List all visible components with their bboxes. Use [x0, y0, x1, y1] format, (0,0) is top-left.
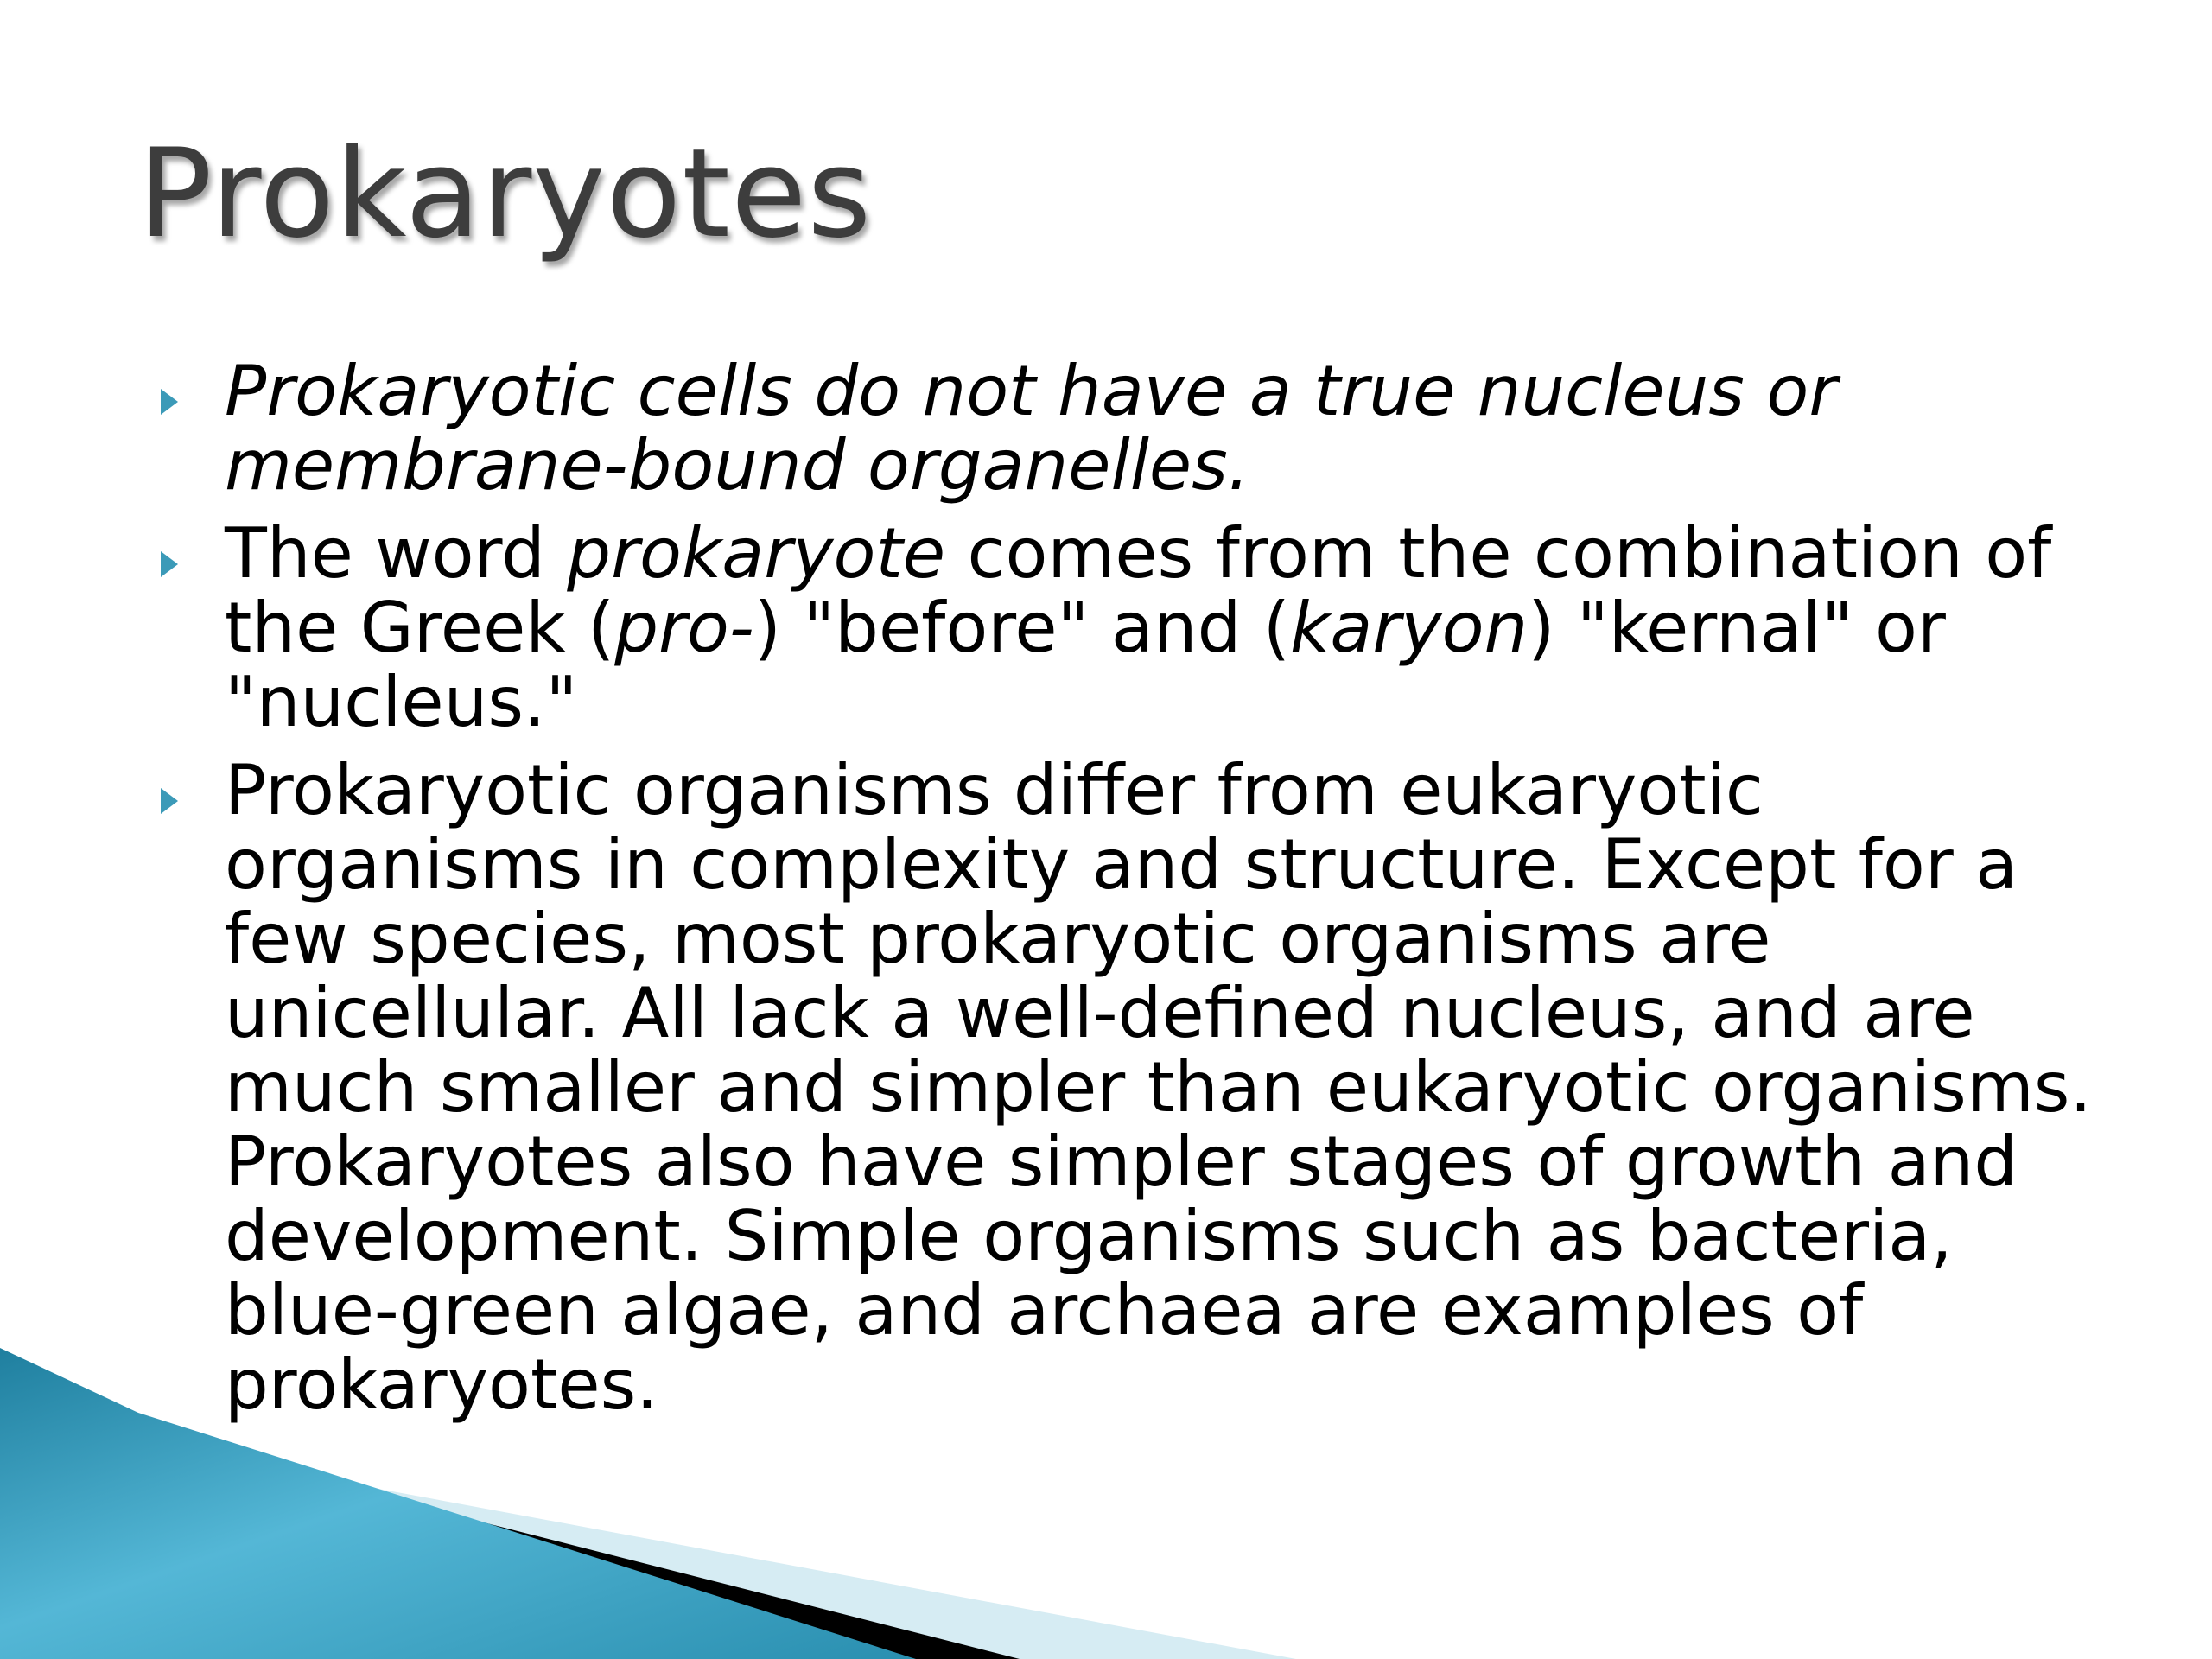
decorative-swoosh: [0, 1348, 1296, 1659]
triangle-bullet-icon: [161, 551, 178, 577]
bullet-text-2-term: prokaryote: [567, 513, 946, 594]
bullet-text-2-b: comes from the combination of the Greek (: [225, 513, 2052, 668]
slide-title: Prokaryotes: [138, 123, 873, 265]
bullet-item-3: [161, 750, 2131, 1425]
bullet-item-1: [161, 351, 2131, 505]
bullet-text-2-d: ) "kernal" or "nucleus.": [225, 588, 1946, 742]
bullet-text-1: Prokaryotic cells do not have a true nucleus or membrane-bound organelles.: [225, 351, 1838, 505]
bullet-text-2-a: The word: [225, 513, 568, 594]
triangle-bullet-icon: [161, 788, 178, 814]
bullet-list: [161, 351, 2131, 1436]
bullet-text-3: Prokaryotic organisms differ from eukaryotic organisms in complexity and structure. Except for a few species, most prokaryotic organisms are unicellular. All lack a well-defined nucleus, and are much smaller and simpler than eukaryotic organisms. Prokaryotes also have simpler stages of growth and development. Simple organisms such as bacteria, blue-green algae, and archaea are examples of prokaryotes.: [225, 750, 2092, 1425]
bullet-text-2-karyon: karyon: [1290, 588, 1529, 668]
bullet-text-2-pro: pro-: [614, 588, 754, 668]
bullet-text-2-c: ) "before" and (: [753, 588, 1291, 668]
triangle-bullet-icon: [161, 389, 178, 415]
bullet-item-2: [161, 513, 2131, 742]
